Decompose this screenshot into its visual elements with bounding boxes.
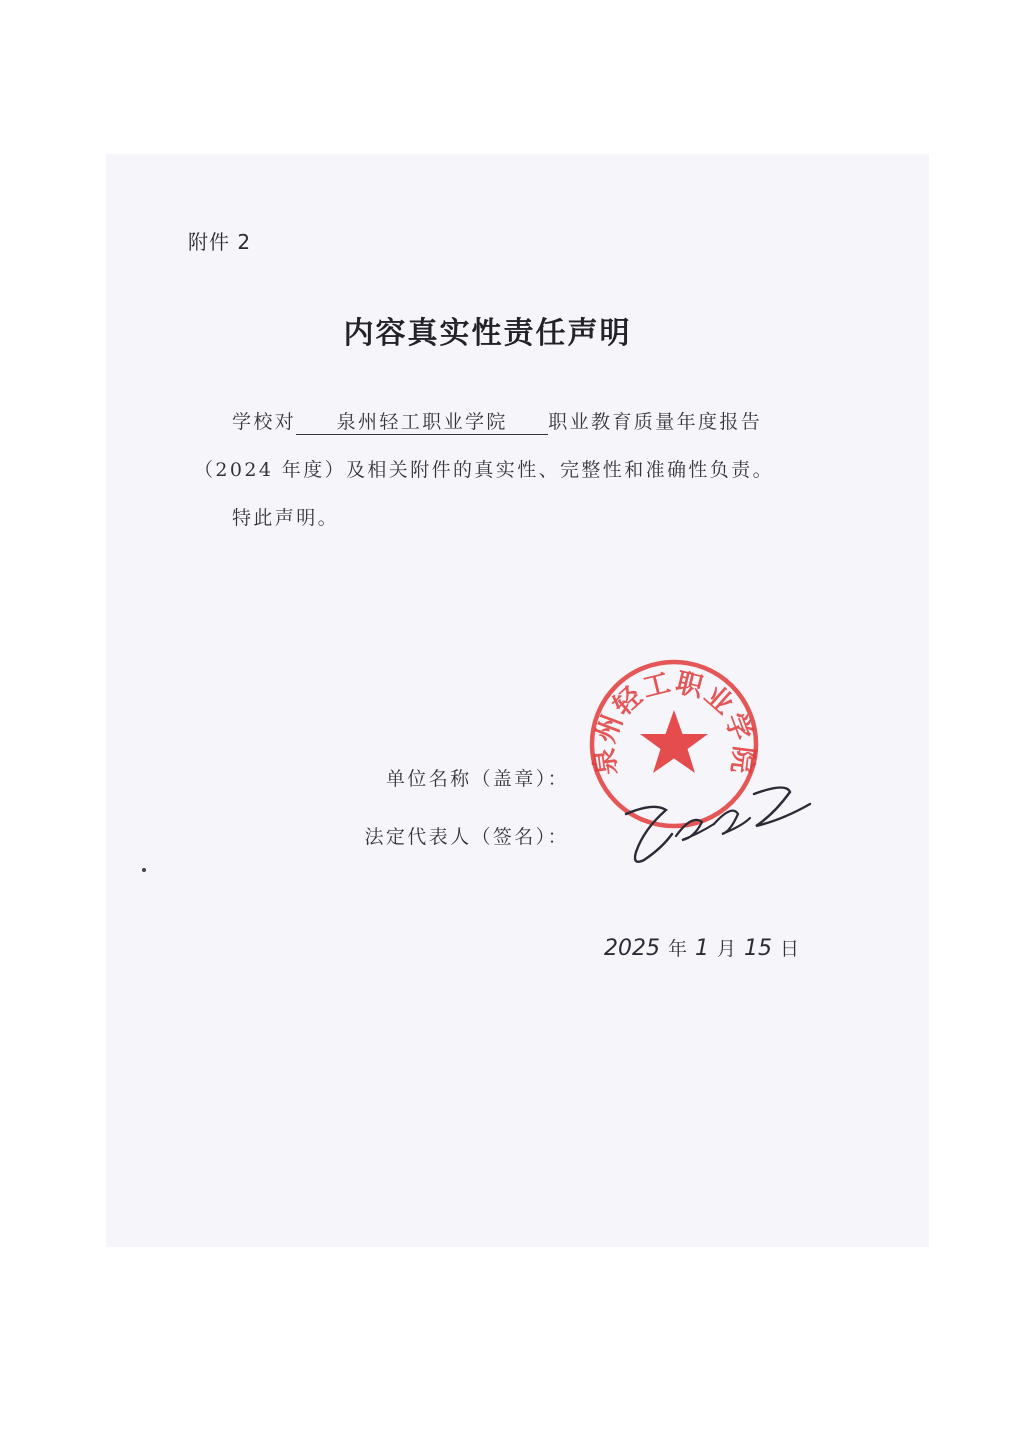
declaration-paragraph xyxy=(194,398,914,494)
day-label: 日 xyxy=(780,938,800,960)
scanned-page xyxy=(106,154,929,1247)
year-label: 年 xyxy=(668,938,688,960)
document-title: 内容真实性责任声明 xyxy=(343,316,632,351)
seal-text: 泉州轻工职业学院 xyxy=(588,667,760,778)
signing-date xyxy=(604,934,807,961)
month-label: 月 xyxy=(717,938,737,960)
scan-speck xyxy=(142,868,146,872)
paragraph-line-1 xyxy=(194,398,914,446)
closing-text: 特此声明。 xyxy=(232,507,340,529)
paragraph-prefix: 学校对 xyxy=(232,411,297,433)
seal-star-icon xyxy=(640,710,708,773)
school-name-field: 泉州轻工职业学院 xyxy=(296,410,548,435)
paragraph-line-2: （2024 年度）及相关附件的真实性、完整性和准确性负责。 xyxy=(194,459,774,481)
date-day: 15 xyxy=(744,936,773,961)
date-year: 2025 xyxy=(604,936,660,961)
date-month: 1 xyxy=(695,936,710,961)
closing-paragraph xyxy=(194,494,914,542)
unit-name-label: 单位名称（盖章）： xyxy=(385,768,569,790)
paragraph-suffix: 职业教育质量年度报告 xyxy=(548,411,763,433)
handwritten-signature xyxy=(614,774,814,884)
attachment-label: 附件 2 xyxy=(188,230,252,254)
legal-rep-label: 法定代表人（签名）： xyxy=(364,826,569,848)
